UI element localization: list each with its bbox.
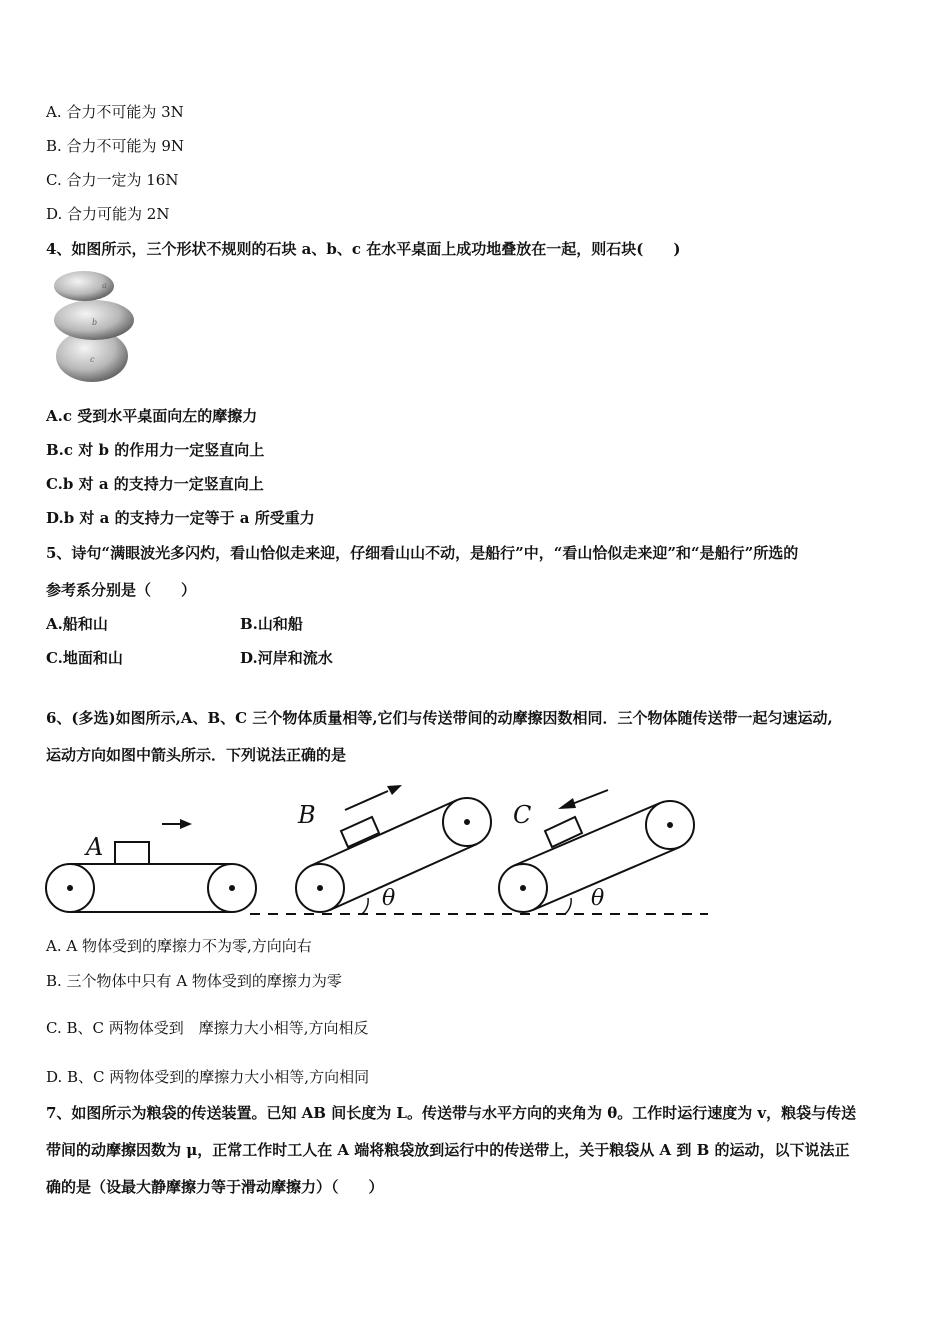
q7-line1: 7、如图所示为粮袋的传送装置。已知 AB 间长度为 L。传送带与水平方向的夹角为 θ。工作时运行速度为 v，粮袋与传送: [46, 1104, 857, 1122]
block-b: [341, 817, 379, 847]
q5-stem-line2: 参考系分别是（ ）: [46, 581, 197, 599]
q3-option-d: D. 合力可能为 2N: [46, 205, 170, 223]
q6-option-a: A. A 物体受到的摩擦力不为零,方向向右: [46, 937, 312, 955]
q5-stem-line1: 5、诗句“满眼波光多闪灼，看山恰似走来迎，仔细看山山不动，是船行”中，“看山恰似走来迎”和“是船行”所选的: [46, 544, 799, 562]
label-theta-c: θ: [591, 886, 605, 911]
label-theta-b: θ: [382, 886, 396, 911]
label-c: C: [513, 801, 532, 829]
q4-option-a: A.c 受到水平桌面向左的摩擦力: [46, 407, 258, 425]
angle-arc-b: [362, 898, 368, 914]
q5-option-d: D.河岸和流水: [240, 649, 333, 667]
axle-dots: [67, 819, 673, 891]
arrow-b: [345, 791, 388, 810]
q3-option-c: C. 合力一定为 16N: [46, 171, 179, 189]
angle-arc-c: [565, 898, 571, 914]
conveyor-belts-figure: [40, 780, 710, 920]
label-a: A: [86, 833, 104, 861]
stone-label-b: b: [92, 318, 98, 327]
belt-a: [46, 864, 256, 912]
arrowhead-a: [180, 819, 192, 829]
stacked-stones-figure: [44, 268, 139, 386]
q5-option-c: C.地面和山: [46, 649, 123, 667]
q3-option-a: A. 合力不可能为 3N: [46, 103, 184, 121]
q7-line2: 带间的动摩擦因数为 μ，正常工作时工人在 A 端将粮袋放到运行中的传送带上，关于粮袋从 A 到 B 的运动，以下说法正: [46, 1141, 850, 1159]
arrowhead-b: [387, 785, 402, 795]
q5-option-b: B.山和船: [240, 615, 303, 633]
q6-option-d: D. B、C 两物体受到的摩擦力大小相等,方向相同: [46, 1068, 370, 1086]
stone-label-a: a: [102, 281, 107, 290]
stone-label-c: c: [90, 355, 95, 364]
q4-option-c: C.b 对 a 的支持力一定竖直向上: [46, 475, 264, 493]
q6-stem-line1: 6、(多选)如图所示,A、B、C 三个物体质量相等,它们与传送带间的动摩擦因数相同．三个物体随传送带一起匀速运动,: [46, 709, 833, 727]
q4-option-d: D.b 对 a 的支持力一定等于 a 所受重力: [46, 509, 315, 527]
q3-option-b: B. 合力不可能为 9N: [46, 137, 184, 155]
q4-option-b: B.c 对 b 的作用力一定竖直向上: [46, 441, 265, 459]
q7-line3: 确的是（设最大静摩擦力等于滑动摩擦力）（ ）: [46, 1178, 384, 1196]
block-a: [115, 842, 149, 864]
q6-stem-line2: 运动方向如图中箭头所示．下列说法正确的是: [46, 746, 347, 764]
q6-option-b: B. 三个物体中只有 A 物体受到的摩擦力为零: [46, 972, 342, 990]
arrow-c: [572, 790, 608, 804]
q5-option-a: A.船和山: [46, 615, 108, 633]
arrowhead-c: [558, 798, 576, 809]
q4-stem: 4、如图所示，三个形状不规则的石块 a、b、c 在水平桌面上成功地叠放在一起，则石块( ): [46, 240, 681, 258]
q6-option-c: C. B、C 两物体受到 摩擦力大小相等,方向相反: [46, 1019, 369, 1037]
block-c: [545, 817, 582, 847]
label-b: B: [298, 801, 316, 829]
